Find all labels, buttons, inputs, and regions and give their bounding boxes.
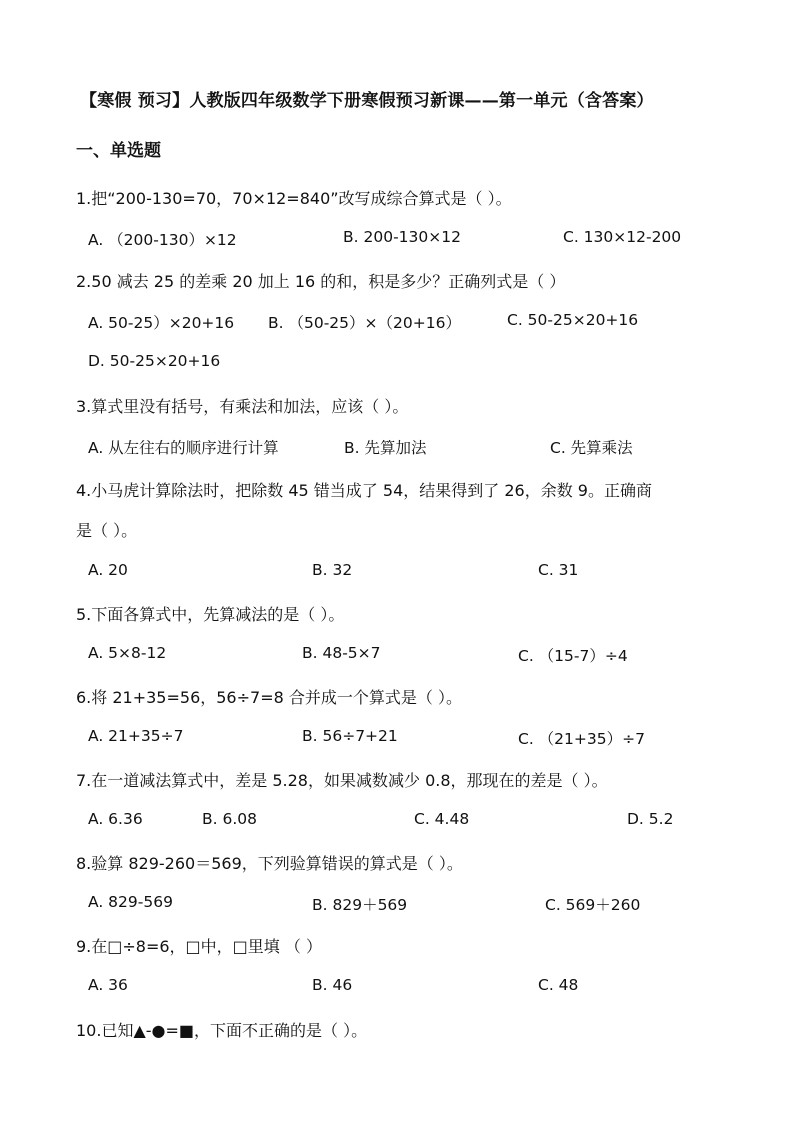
q1-option-a[interactable]: A. （200-130）×12 [88, 231, 237, 249]
question-7: 7.在一道减法算式中，差是 5.28，如果减数减少 0.8，那现在的差是（ ）。 [76, 771, 608, 790]
q6-option-b[interactable]: B. 56÷7+21 [302, 727, 398, 745]
question-3: 3.算式里没有括号，有乘法和加法，应该（ ）。 [76, 397, 409, 416]
q5-option-c[interactable]: C. （15-7）÷4 [518, 647, 628, 665]
question-8: 8.验算 829-260＝569，下列验算错误的算式是（ ）。 [76, 854, 463, 873]
q1-option-b[interactable]: B. 200-130×12 [343, 228, 461, 246]
q7-option-c[interactable]: C. 4.48 [414, 810, 470, 828]
q9-option-b[interactable]: B. 46 [312, 976, 353, 994]
q5-option-a[interactable]: A. 5×8-12 [88, 644, 167, 662]
question-6: 6.将 21+35=56，56÷7=8 合并成一个算式是（ ）。 [76, 688, 462, 707]
q2-option-a[interactable]: A. 50-25）×20+16 [88, 314, 235, 332]
question-9: 9.在□÷8=6，□中，□里填 （ ） [76, 937, 322, 956]
q2-option-b[interactable]: B. （50-25）×（20+16） [268, 314, 461, 332]
q2-option-c[interactable]: C. 50-25×20+16 [507, 311, 639, 329]
question-4: 4.小马虎计算除法时，把除数 45 错当成了 54，结果得到了 26，余数 9。正确商 [76, 481, 652, 500]
q1-option-c[interactable]: C. 130×12-200 [563, 228, 682, 246]
q9-option-a[interactable]: A. 36 [88, 976, 128, 994]
question-4-continued: 是（ ）。 [76, 521, 138, 540]
q4-option-c[interactable]: C. 31 [538, 561, 579, 579]
section-heading: 一、单选题 [76, 141, 161, 161]
q7-option-b[interactable]: B. 6.08 [202, 810, 257, 828]
q8-option-a[interactable]: A. 829-569 [88, 893, 173, 911]
question-2: 2.50 减去 25 的差乘 20 加上 16 的和，积是多少？正确列式是（ ） [76, 272, 566, 291]
q8-option-c[interactable]: C. 569＋260 [545, 896, 641, 914]
q3-option-a[interactable]: A. 从左往右的顺序进行计算 [88, 439, 279, 457]
question-1: 1.把“200-130=70，70×12=840”改写成综合算式是（ ）。 [76, 189, 512, 208]
q3-option-c[interactable]: C. 先算乘法 [550, 439, 633, 457]
q2-option-d[interactable]: D. 50-25×20+16 [88, 352, 221, 370]
q3-option-b[interactable]: B. 先算加法 [344, 439, 427, 457]
q6-option-a[interactable]: A. 21+35÷7 [88, 727, 184, 745]
q7-option-d[interactable]: D. 5.2 [627, 810, 674, 828]
q5-option-b[interactable]: B. 48-5×7 [302, 644, 381, 662]
q9-option-c[interactable]: C. 48 [538, 976, 579, 994]
question-5: 5.下面各算式中，先算减法的是（ ）。 [76, 605, 345, 624]
q6-option-c[interactable]: C. （21+35）÷7 [518, 730, 645, 748]
q8-option-b[interactable]: B. 829＋569 [312, 896, 408, 914]
document-title: 【寒假 预习】人教版四年级数学下册寒假预习新课——第一单元（含答案） [80, 91, 654, 111]
q4-option-a[interactable]: A. 20 [88, 561, 128, 579]
q7-option-a[interactable]: A. 6.36 [88, 810, 143, 828]
question-10: 10.已知▲-●=■，下面不正确的是（ ）。 [76, 1021, 368, 1040]
q4-option-b[interactable]: B. 32 [312, 561, 353, 579]
